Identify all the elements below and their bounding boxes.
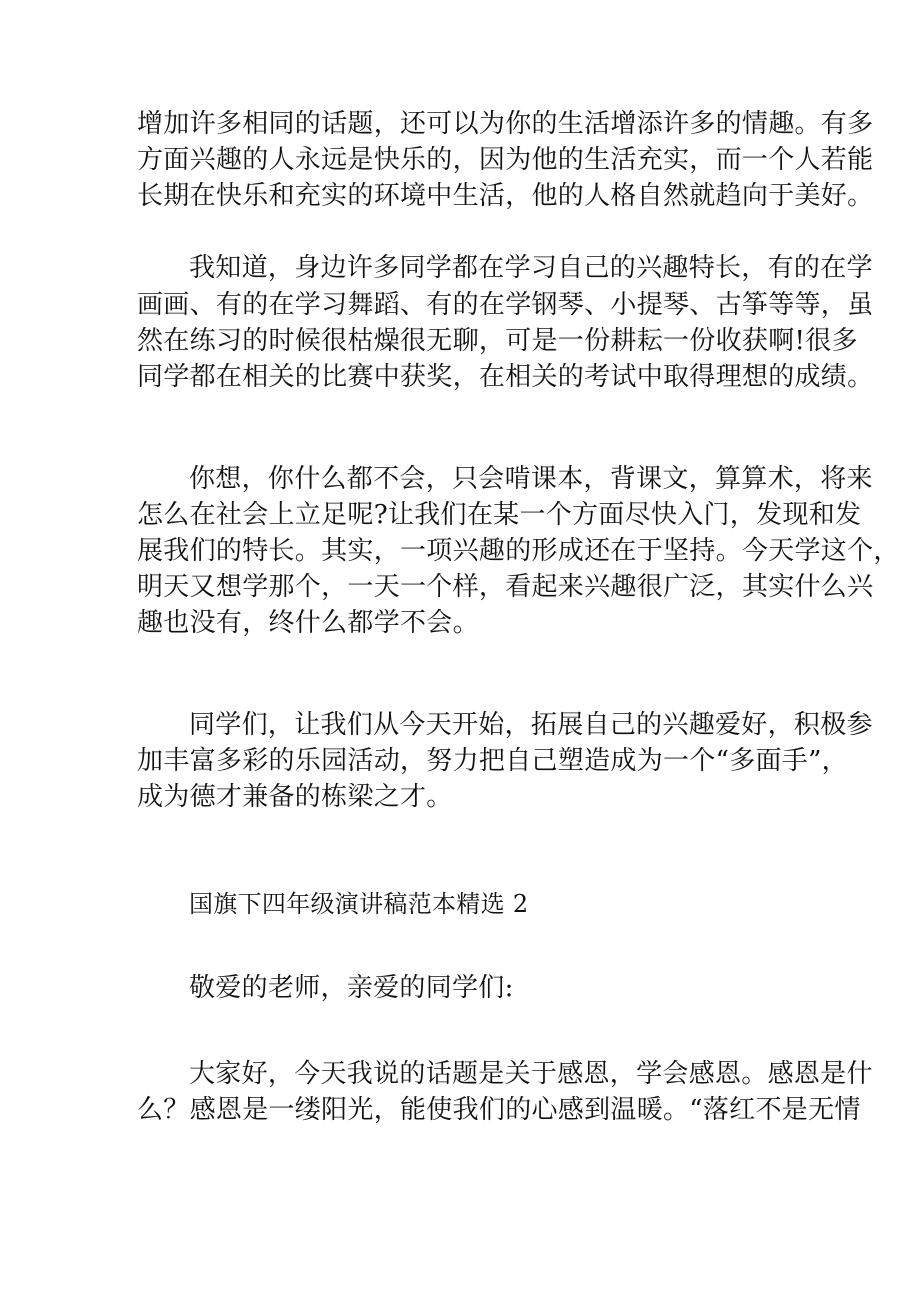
paragraph-2-line-4: 同学都在相关的比赛中获奖，在相关的考试中取得理想的成绩。 [137, 362, 874, 392]
paragraph-2-line-2: 画画、有的在学习舞蹈、有的在学钢琴、小提琴、古筝等等，虽 [137, 290, 874, 320]
paragraph-3-line-3: 展我们的特长。其实，一项兴趣的形成还在于坚持。今天学这个， [137, 536, 900, 566]
paragraph-3-line-5: 趣也没有，终什么都学不会。 [137, 608, 479, 638]
paragraph-5-line-2: 么？感恩是一缕阳光，能使我们的心感到温暖。“落红不是无情 [137, 1095, 861, 1125]
paragraph-3-line-2: 怎么在社会上立足呢?让我们在某一个方面尽快入门，发现和发 [137, 500, 862, 530]
paragraph-2-line-1: 我知道，身边许多同学都在学习自己的兴趣特长，有的在学 [189, 253, 873, 283]
paragraph-3-line-4: 明天又想学那个，一天一个样，看起来兴趣很广泛，其实什么兴 [137, 572, 874, 602]
paragraph-5-line-1: 大家好，今天我说的话题是关于感恩，学会感恩。感恩是什 [189, 1059, 873, 1089]
paragraph-2-line-3: 然在练习的时候很枯燥很无聊，可是一份耕耘一份收获啊!很多 [137, 326, 858, 356]
section-heading: 国旗下四年级演讲稿范本精选 2 [189, 890, 529, 918]
paragraph-1-line-2: 方面兴趣的人永远是快乐的，因为他的生活充实，而一个人若能 [137, 145, 874, 175]
paragraph-4-line-3: 成为德才兼备的栋梁之才。 [137, 782, 453, 812]
paragraph-4-line-2: 加丰富多彩的乐园活动，努力把自己塑造成为一个“多面手”， [137, 746, 848, 776]
greeting-line: 敬爱的老师，亲爱的同学们: [189, 973, 514, 1003]
paragraph-4-line-1: 同学们，让我们从今天开始，拓展自己的兴趣爱好，积极参 [189, 710, 873, 740]
paragraph-1-line-1: 增加许多相同的话题，还可以为你的生活增添许多的情趣。有多 [137, 109, 874, 139]
paragraph-3-line-1: 你想，你什么都不会，只会啃课本，背课文，算算术，将来 [189, 464, 873, 494]
paragraph-1-line-3: 长期在快乐和充实的环境中生活，他的人格自然就趋向于美好。 [137, 181, 874, 211]
